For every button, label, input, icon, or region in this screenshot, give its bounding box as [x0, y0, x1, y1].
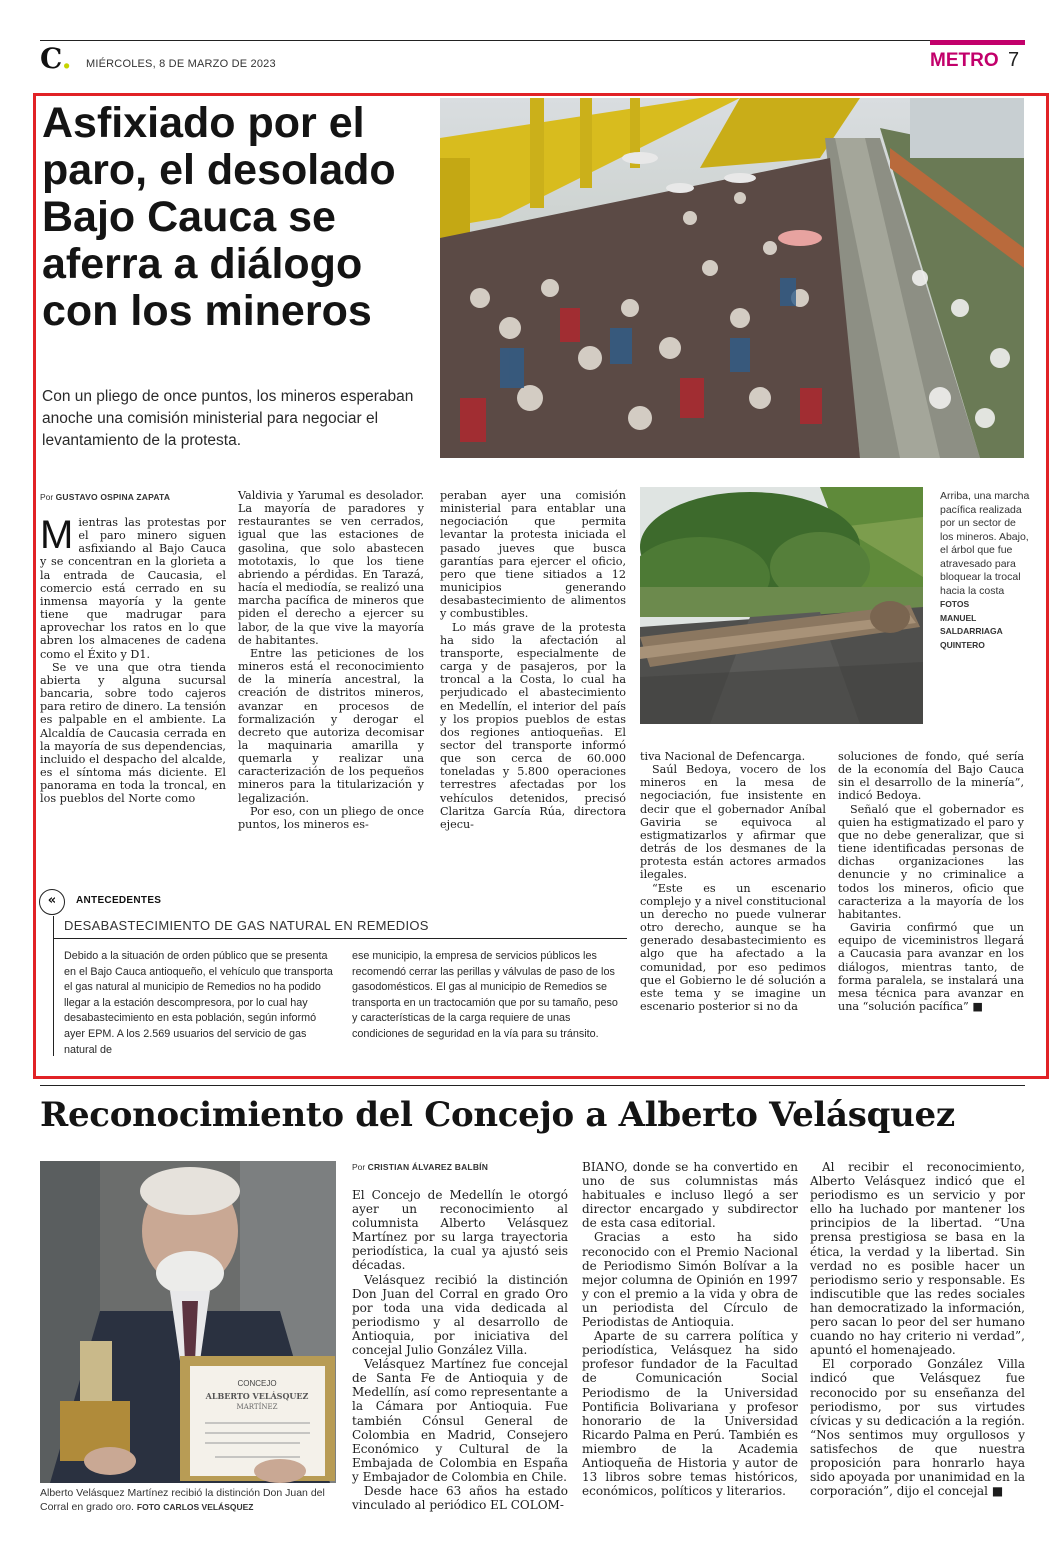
- page-number: 7: [1008, 49, 1020, 71]
- drop-cap: M: [40, 513, 74, 557]
- svg-text:CONCEJO: CONCEJO: [237, 1379, 277, 1388]
- sidebar-column-1: Debido a la situación de orden público que se presenta en el Bajo Cauca antioqueño, el vehículo que transporta el gas natural al municipio de Remedios no ha podido llegar a la estación descompresora, por lo cual hay desabastecimiento en esta población, según informó ayer EPM. A los 2.569 usuarios del servicio de gas natural de: [64, 950, 333, 1056]
- article-column-5: soluciones de fondo, qué sería de la economía del Bajo Cauca sin el desarrollo de la minería”, indicó Bedoya. Señaló que el gobernador es quien ha estigmatizado el paro y que no debe generalizar, que si tiene identificadas personas de dichas organizaciones las denuncie y no criminalice a todos los mineros, oficio que caracteriza a la mayoría de los habitantes. Gaviria confirmó que un equipo de viceministros llegará a Caucasia para avanzar en los diálogos, mientras tanto, de forma paralela, se instalará una mesa técnica para avanzar en una “solución pacífica” ■: [838, 750, 1024, 1013]
- article-column-1: Mientras las protestas por el paro minero siguen asfixiando al Bajo Cauca y se concentran en la glorieta a la entrada de Caucasia, el comercio está cerrado en su inmensa mayoría y la gente tiene que madrugar para aprovechar los ratos en lo que abren los almacenes de cadena como el Éxito y D1. Se ve una que otra tienda abierta y alguna sucursal bancaria, sobre todo cajeros para retiro de dinero. La tensión es palpable en el ambiente. La Alcaldía de Caucasia cerrada en la mayoría de sus dependencias, incluido el despacho del alcalde, es el síntoma más diciente. El panorama en toda la troncal, en los pueblos del Norte como: [40, 513, 226, 806]
- newspaper-logo[interactable]: C.: [40, 42, 72, 75]
- photo-caption: Alberto Velásquez Martínez recibió la distinción Don Juan del Corral en grado oro. FOTO CARLOS VELÁSQUEZ: [40, 1487, 325, 1513]
- photo-caption: Arriba, una marcha pacífica realizada por un sector de los mineros. Abajo, el árbol que fue atravesado para bloquear la trocal hacia la costa FOTOS MANUEL SALDARRIAGA QUINTERO: [940, 490, 1030, 650]
- article-byline: Por CRISTIAN ÁLVAREZ BALBÍN: [352, 1162, 489, 1172]
- fallen-tree-photo: [640, 487, 923, 724]
- double-chevron-icon: «: [39, 889, 65, 915]
- end-mark: ■: [972, 999, 983, 1013]
- article-headline: Asfixiado por el paro, el desolado Bajo Cauca se aferra a diálogo con los mineros: [42, 99, 396, 335]
- section-divider: [40, 1085, 1025, 1086]
- svg-text:MARTÍNEZ: MARTÍNEZ: [236, 1403, 278, 1411]
- article-column-2: Valdivia y Yarumal es desolador. La mayoría de paradores y restaurantes se ven cerrados, igual que las estaciones de gasolina, que solo abastecen mototaxis, lo que los tiene abriendo a pérdidas. En Tarazá, hacía el mediodía, se realizó una marcha pacífica de mineros que piden el derecho a ejercer su labor, de la que vive la mayoría de habitantes. Entre las peticiones de los mineros está el reconocimiento de la minería ancestral, la creación de distritos mineros, avanzar en procesos de formalización y derogar el decreto que autoriza decomisar la maquinaria amarilla y quemarla y realizar una caracterización de los pequeños mineros para la titularización y legalización. Por eso, con un pliego de once puntos, los mineros es-: [238, 489, 424, 831]
- section-accent-bar: [930, 40, 1025, 45]
- article-column-4: tiva Nacional de Defencarga. Saúl Bedoya, vocero de los mineros en la mesa de negociación, fue insistente en decir que el gobernador Aníbal Gaviria se equivoca al estigmatizarlos y afirmar que detrás de los desmanes de la protesta están actores armados ilegales. “Este es un escenario complejo y a nivel constitucional un derecho no puede vulnerar otro derecho, aunque se ha generado desabastecimiento es algo que ha afectado a la comunidad, por eso pedimos que el Gobierno le dé solución a este tema y se imagine un escenario posterior si no da: [640, 750, 826, 1013]
- sidebar-title: DESABASTECIMIENTO DE GAS NATURAL EN REMEDIOS: [64, 918, 429, 933]
- end-mark: ■: [991, 1484, 1004, 1499]
- article-column-3: peraban ayer una comisión ministerial para entablar una negociación que permita levantar la protesta iniciada el pasado jueves que busca garantías para ejercer el oficio, pero que tiene sitiados a 12 municipios generando desabastecimiento de alimentos y combustibles. Lo más grave de la protesta ha sido la afectación al transporte, especialmente de carga y de pasajeros, por la troncal a la Costa, lo cual ha perjudicado el abastecimiento en Medellín, el interior del país y los propios pueblos de estas dos regiones antioqueñas. El sector del transporte informó que son cerca de 60.000 toneladas y 5.800 operaciones terrestres afectadas por los vehículos detenidos, precisó Claritza García Rúa, directora ejecu-: [440, 489, 626, 831]
- sidebar-rule-vertical: [53, 916, 54, 1056]
- svg-text:ALBERTO VELÁSQUEZ: ALBERTO VELÁSQUEZ: [205, 1391, 309, 1401]
- article-headline: Reconocimiento del Concejo a Alberto Velásquez: [40, 1095, 955, 1135]
- article-column-1: El Concejo de Medellín le otorgó ayer un reconocimiento al columnista Alberto Velásquez Martínez por su larga trayectoria periodística, la cual ya ajustó seis décadas. Velásquez recibió la distinción Don Juan del Corral en grado Oro por toda una vida dedicada al periodismo y al desarrollo de Antioquia, por iniciativa del concejal Julio González Villa. Velásquez Martínez fue concejal de Santa Fe de Antioquia y de Medellín, así como representante a la Cámara por Antioquia. Fue también Cónsul General de Colombia en Madrid, Consejero Económico y Cultural de la Embajada de Colombia en España y Embajador de Colombia en Chile. Desde hace 63 años ha estado vinculado al periódico EL COLOM-: [352, 1188, 568, 1513]
- section-name[interactable]: METRO: [930, 50, 999, 71]
- issue-date: MIÉRCOLES, 8 DE MARZO DE 2023: [86, 58, 276, 70]
- honoree-photo: [40, 1161, 336, 1483]
- sidebar-rule-horizontal: [53, 938, 627, 939]
- article-column-3: Al recibir el reconocimiento, Alberto Velásquez indicó que el periodismo es un servicio y por ello ha luchado por mantener los principios de la libertad. “Una prensa prestigiosa se basa en la ética, la verdad y la libertad. Sin verdad no es posible hacer un periodismo serio y responsable. Es indiscutible que las redes sociales han democratizado la información, pero sacan lo peor del ser humano cuando no hay criterio ni verdad”, apuntó el homenajeado. El corporado González Villa indicó que Velásquez fue reconocido por su enseñanza del periodismo, por sus virtudes cívicas y su dedicación a la región. “Nos sentimos muy orgullosos y satisfechos de que nuestra proposición para honrarlo haya sido apoyada por unanimidad en la corporación”, dijo el concejal ■: [810, 1160, 1025, 1499]
- sidebar-column-2: ese municipio, la empresa de servicios públicos les recomendó cerrar las perillas y válvulas de paso de los gasodomésticos. El gas al municipio de Remedios se transporta en un tractocamión que por su tamaño, peso y características de la carga requiere de unas condiciones de seguridad en la vía para su tránsito.: [352, 950, 618, 1040]
- article-column-2: BIANO, donde se ha convertido en uno de sus columnistas más habituales e incluso llegó a ser director encargado y subdirector de esta casa editorial. Gracias a esto ha sido reconocido con el Premio Nacional de Periodismo Simón Bolívar a la mejor columna de Opinión en 1997 y con el premio a la vida y obra de un periodista del Círculo de Periodistas de Antioquia. Aparte de su carrera política y periodística, Velásquez ha sido profesor fundador de la Facultad de Comunicación Social Periodismo de la Universidad Pontificia Bolivariana y profesor honorario de la Universidad Ricardo Palma en Perú. También es miembro de la Academia Antioqueña de Historia y autor de 13 libros sobre temas históricos, económicos, políticos y literarios.: [582, 1160, 798, 1499]
- protest-march-photo: [440, 98, 1024, 458]
- article-byline: Por GUSTAVO OSPINA ZAPATA: [40, 492, 171, 502]
- sidebar-label: ANTECEDENTES: [76, 895, 162, 906]
- article-deck: Con un pliego de once puntos, los mineros esperaban anoche una comisión ministerial para negociar el levantamiento de la protesta.: [42, 388, 414, 449]
- header-rule: [40, 40, 1025, 41]
